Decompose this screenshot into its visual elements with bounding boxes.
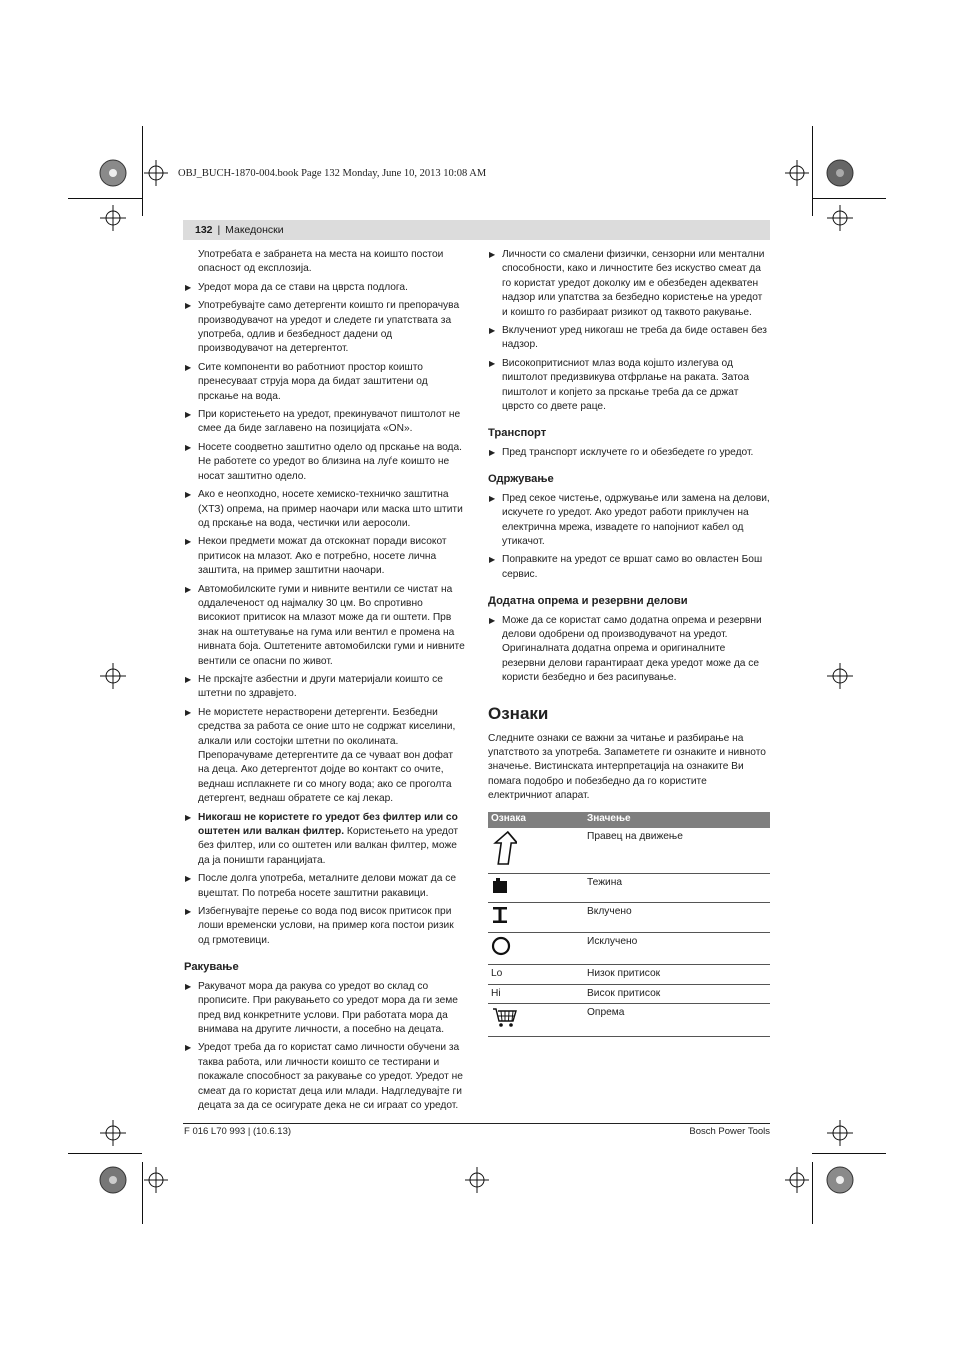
bullet-arrow-icon: ▶ [489,447,496,457]
bullet-text: После долга употреба, металните делови можат да се вџештат. По потреба носете заштитни ракавици. [198,873,456,899]
bullet-item [184,673,466,702]
table-row [488,874,770,902]
bullet-item [184,488,466,531]
symbols-heading: Ознаки [488,703,549,723]
bullet-arrow-icon: ▶ [489,555,496,565]
registration-target-icon [465,1167,489,1193]
registration-target-icon [827,663,853,689]
page-number: 132 [195,224,213,236]
registration-target-icon [785,160,809,186]
bullet-arrow-icon: ▶ [185,874,192,884]
bullet-item [184,441,466,484]
bullet-item [184,535,466,578]
bullet-item [184,872,466,901]
table-meaning: Правец на движење [584,828,770,874]
bullet-item [184,281,466,295]
bullet-text: Не прскајте азбестни и други материјали коишто се штетни по здравјето. [198,673,443,700]
bullet-text: Ако е неопходно, носете хемиско-техничко заштитна (ХТЗ) опрема, на пример наочари или маска што штити од прскање на вода, честички или аеросоли. [198,489,463,529]
symbols-table [488,812,770,1037]
bullet-item [488,324,770,353]
bullet-text: Поправките на уредот се вршат само во овластен Бош сервис. [502,554,763,580]
left-column [184,248,466,1117]
page-header [183,220,770,240]
bullet-text: Пред секое чистење, одржување или замена на делови, искучете го уредот. Ако уредот работи приклучен на електрична мрежа, извадете го напојниот кабел од утикачот. [502,492,770,547]
bold-warning: Никогаш не користете го уредот без филтер или со оштетен или валкан филтер. [198,811,458,838]
bullet-item [184,1041,466,1113]
bullet-arrow-icon: ▶ [185,707,192,717]
bullet-item [184,980,466,1038]
registration-target-icon [144,1167,168,1193]
bullet-arrow-icon: ▶ [185,907,192,917]
warning-rest: Користењето на уредот без филтер, или со оштетен или валкан филтер, може да ја поништи гаранцијата. [198,826,459,866]
bullet-arrow-icon: ▶ [185,490,192,500]
table-meaning: Тежина [584,874,770,902]
table-row [488,984,770,1003]
right-column [488,248,770,1037]
bullet-text: Може да се користат само додатна опрема и резервни делови одобрени од производувачот на уредот. Оригиналната додатна опрема и оригиналните резервни делови гарантираат дека уредот може да се користи безбедно и без расипување. [502,614,762,684]
bullet-item [488,614,770,686]
table-meaning: Низок притисок [584,965,770,984]
table-row [488,932,770,964]
bullet-arrow-icon: ▶ [489,615,496,625]
accessories-heading: Додатна опрема и резервни делови [488,595,688,608]
transport-heading: Транспорт [488,427,547,440]
header-separator: | [217,224,221,236]
bullet-text: Не мористете нерастворени детергенти. Безбедни средства за работа се оние што не содржат киселини, алкали или состојки штетни по околината. Препорачуваме детергентите да се чуваат вон дофат на деца. Ако детергентот дојде во контакт со очите, веднаш исплакнете ги со многу вода; ако се проголта детергент, веднаш обратете се кај лекар. [198,706,456,805]
bullet-text: Носете соодветно заштитно одело од прскање на вода. Не работете со уредот во близина на луѓе коишто не носат заштитно одело. [198,441,463,482]
print-info: OBJ_BUCH-1870-004.book Page 132 Monday, June 10, 2013 10:08 AM [178,168,487,179]
registration-target-icon [827,205,853,231]
bullet-item [184,361,466,404]
power-on-icon [491,905,511,925]
table-meaning: Исклучено [584,932,770,964]
table-row [488,965,770,984]
color-wheel-icon [827,160,853,186]
bullet-item [488,248,770,320]
table-header-symbol: Ознака [488,812,584,828]
registration-target-icon [785,1167,809,1193]
table-symbol: Hi [488,984,584,1003]
bullet-arrow-icon: ▶ [185,301,192,311]
bullet-item [184,583,466,669]
registration-target-icon [100,205,126,231]
bullet-arrow-icon: ▶ [185,410,192,420]
footer-right: Bosch Power Tools [689,1126,770,1137]
color-wheel-icon [100,1167,126,1193]
weight-icon [491,876,511,894]
table-row [488,1004,770,1036]
bullet-item [488,446,770,460]
bullet-arrow-icon: ▶ [185,537,192,547]
color-wheel-icon [827,1167,853,1193]
table-meaning: Висок притисок [584,984,770,1003]
bullet-text: Употребувајте само детергенти коишто ги препорачува производувачот на уредот и следете ги упатствата за употреба, одлив и безбедност дадени од производувачот на детергентот. [198,300,460,355]
bullet-text: Ракувачот мора да ракува со уредот во склад со прописите. При ракувањето со уредот мора да ги земе пред вид конкретните услови. При работата мора да внимава на другите личности, а посебно на децата. [198,980,458,1035]
bullet-arrow-icon: ▶ [185,981,192,991]
table-header-meaning: Значење [584,812,770,828]
bullet-arrow-icon: ▶ [489,250,496,259]
registration-target-icon [827,1120,853,1146]
intro-text: Употребата е забранета на места на коишто постои опасност од експлозија. [198,249,444,275]
footer-rule [183,1123,770,1124]
bullet-item [184,905,466,948]
registration-target-icon [100,1120,126,1146]
bullet-arrow-icon: ▶ [185,442,192,452]
table-meaning: Вклучено [584,902,770,932]
handling-heading: Ракување [184,961,239,974]
bullet-arrow-icon: ▶ [489,358,496,368]
bullet-arrow-icon: ▶ [489,326,496,336]
bullet-text: Вклучениот уред никогаш не треба да биде оставен без надзор. [502,325,767,351]
color-wheel-icon [100,160,126,186]
bullet-text: Уредот мора да се стави на цврста подлога. [198,281,408,293]
bullet-text: Избегнувајте перење со вода под висок притисок при лоши временски услови, на пример кога постои ризик од грмотевици. [198,906,454,946]
bullet-text: Некои предмети можат да отскокнат поради високот притисок на млазот. Ако е потребно, носете лична заштита, на пример заштитни наочари. [198,536,447,577]
bullet-item [488,553,770,582]
bullet-item [488,492,770,550]
registration-target-icon [144,160,168,186]
bullet-text: Автомобилските гуми и нивните вентили се чистат на оддалеченост од најмалку 30 цм. Во спротивно високиот притисок на млазот може да ги оштети. Прв знак на оштетување на гума или вентил е промена на нивната боја. Оштетените автомобилски гуми и нивните вентили се опасни по живот. [198,583,465,667]
bullet-arrow-icon: ▶ [489,493,496,503]
bullet-arrow-icon: ▶ [185,584,192,594]
bullet-item [488,357,770,415]
bullet-arrow-icon: ▶ [185,362,192,372]
symbols-intro: Следните ознаки се важни за читање и разбирање на упатството за употреба. Запаметете ги ознаките и нивното значење. Вистинската интерпретација на ознаките Ви помага подобро и побезбедно да го користите електричниот апарат. [488,732,766,802]
bullet-item [184,299,466,357]
cart-icon [491,1006,519,1028]
bullet-item [184,706,466,807]
table-meaning: Опрема [584,1004,770,1036]
bullet-text: Високопритисниот млаз вода којшто излегува од пиштолот предизвикува отфрлање на раката. Затоа пиштолот и копјето за прскање треба да се држат цврсто со двете раце. [502,357,749,413]
bullet-item [184,811,466,869]
bullet-arrow-icon: ▶ [185,812,192,822]
bullet-text: Сите компоненти во работниот простор коишто пренесуваат струја мора да бидат заштитени од прскање на вода. [198,361,428,402]
bullet-text: Уредот треба да го користат само личности обучени за таква работа, или личности коишто се тестирани и покажале способност за ракување со уредот. Уредот не смеат да го користат деца или млади. Надгледувајте ги децата за да се осигурате дека не си играат со уредот. [198,1042,463,1111]
bullet-arrow-icon: ▶ [185,674,192,684]
table-row [488,902,770,932]
registration-target-icon [100,663,126,689]
table-row [488,828,770,874]
power-off-icon [491,935,513,957]
arrow-up-icon [491,830,517,866]
bullet-arrow-icon: ▶ [185,1043,192,1053]
header-language: Македонски [225,224,284,236]
bullet-arrow-icon: ▶ [185,282,192,292]
bullet-item [184,408,466,437]
bullet-text: Пред транспорт исклучете го и обезбедете го уредот. [502,446,754,458]
bullet-text: Личности со смалени физички, сензорни или ментални способности, како и личностите без искуство смеат да го користат уредот доколку им е обезбеден адекватен надзор или упатства за безбедно користење на уредот и коишто го разбираат ризикот од таквото ракување. [502,249,765,318]
bullet-text: При користењето на уредот, прекинувачот пиштолот не смее да биде заглавено на позицијата «ON». [198,409,461,435]
table-symbol: Lo [488,965,584,984]
maintenance-heading: Одржување [488,473,554,486]
footer-left: F 016 L70 993 | (10.6.13) [184,1126,292,1137]
